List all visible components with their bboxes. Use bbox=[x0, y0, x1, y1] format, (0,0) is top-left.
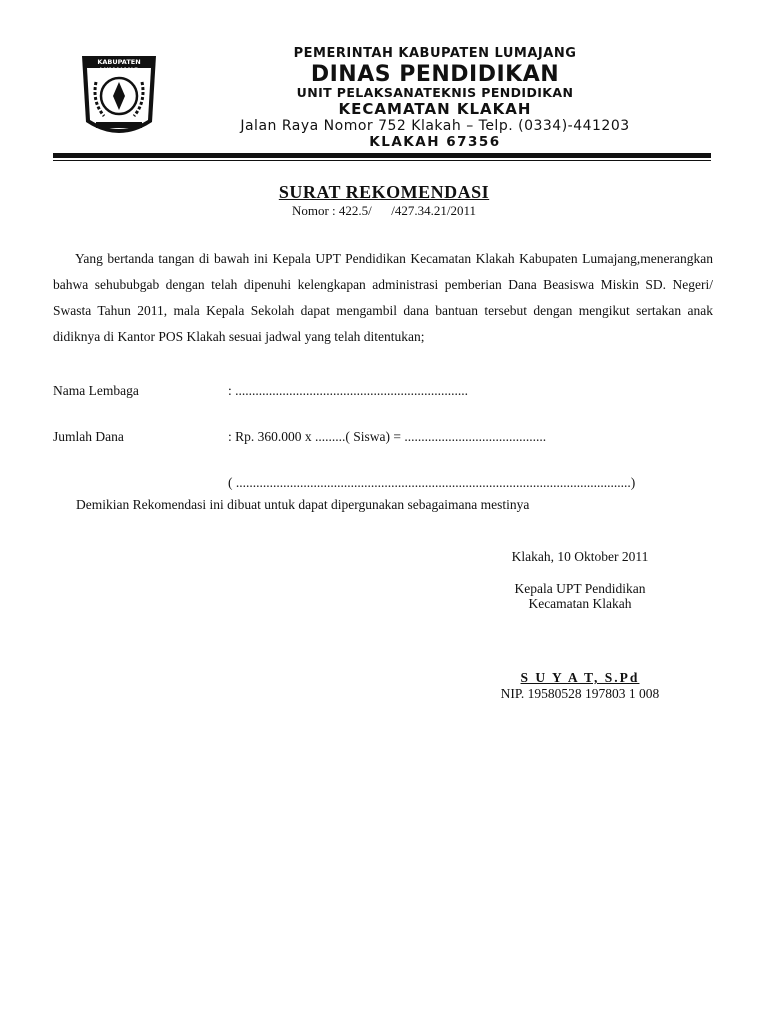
field-value-amount: : Rp. 360.000 x .........( Siswa) = .......................................... bbox=[228, 429, 547, 444]
field-label-institution: Nama Lembaga bbox=[53, 383, 139, 398]
field-label-amount: Jumlah Dana bbox=[53, 429, 124, 444]
header-district: KECAMATAN KLAKAH bbox=[338, 100, 532, 118]
letter-body bbox=[53, 246, 713, 350]
header-unit: UNIT PELAKSANATEKNIS PENDIDIKAN bbox=[296, 85, 574, 100]
letter-body-text: Yang bertanda tangan di bawah ini Kepala UPT Pendidikan Kecamatan Klakah Kabupaten Lumajang,menerangkan bahwa sehububgab dengan telah dipenuhi kelengkapan administrasi pemberian Dana Beasiswa Miskin SD. Negeri/ Swasta Tahun 2011, mala Kepala Sekolah dapat mengambil dana bantuan tersebut dengan mengikut sertakan anak didiknya di Kantor POS Klakah sesuai jadwal yang telah ditentukan; bbox=[53, 251, 713, 344]
letter-number: Nomor : 422.5/ /427.34.21/2011 bbox=[291, 203, 477, 218]
signatory-office: Kecamatan Klakah bbox=[528, 596, 632, 611]
field-amount-words: ( .....................................................................................................................) bbox=[228, 475, 636, 490]
header-rule-thick bbox=[53, 153, 711, 158]
field-value-institution: : ..................................................................... bbox=[228, 383, 469, 398]
closing-statement: Demikian Rekomendasi ini dibuat untuk dapat dipergunakan sebagaimana mestinya bbox=[76, 497, 530, 512]
place-date: Klakah, 10 Oktober 2011 bbox=[511, 549, 649, 564]
header-government: PEMERINTAH KABUPATEN LUMAJANG bbox=[293, 46, 577, 61]
header-postal: KLAKAH 67356 bbox=[369, 134, 501, 150]
header-rule-thin bbox=[53, 160, 711, 161]
signatory-nip: NIP. 19580528 197803 1 008 bbox=[500, 686, 660, 701]
signatory-name: S U Y A T, S.Pd bbox=[520, 670, 640, 685]
letter-title: SURAT REKOMENDASI bbox=[278, 182, 490, 202]
signatory-title: Kepala UPT Pendidikan bbox=[514, 581, 646, 596]
header-address: Jalan Raya Nomor 752 Klakah – Telp. (0334)-441203 bbox=[240, 118, 630, 134]
logo-text: KABUPATEN LUMAJANG bbox=[97, 58, 141, 74]
header-agency: DINAS PENDIDIKAN bbox=[310, 62, 560, 87]
